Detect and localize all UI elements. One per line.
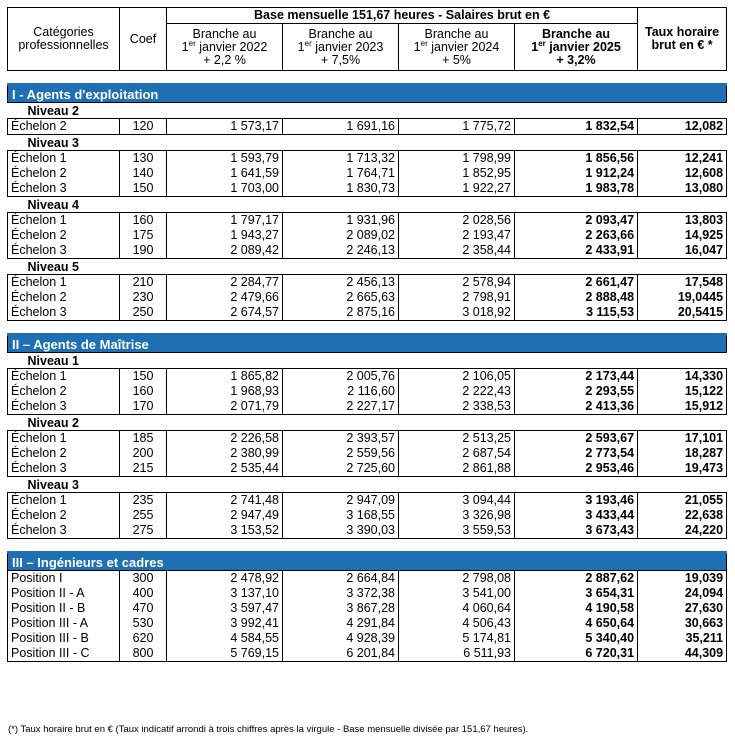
row-coef: 175 bbox=[120, 228, 167, 243]
table-row bbox=[8, 243, 727, 259]
salary-2024: 2 106,05 bbox=[399, 369, 515, 385]
table-row bbox=[8, 228, 727, 243]
salary-2024: 2 798,08 bbox=[399, 571, 515, 587]
salary-2022: 1 703,00 bbox=[167, 181, 283, 197]
salary-2024: 3 094,44 bbox=[399, 493, 515, 509]
table-row bbox=[8, 446, 727, 461]
hourly-rate: 12,608 bbox=[638, 166, 727, 181]
salary-2022: 1 641,59 bbox=[167, 166, 283, 181]
salary-2022: 1 593,79 bbox=[167, 151, 283, 167]
section-spacer bbox=[8, 321, 727, 335]
hourly-rate: 20,5415 bbox=[638, 305, 727, 321]
salary-2022: 3 992,41 bbox=[167, 616, 283, 631]
salary-2024: 1 922,27 bbox=[399, 181, 515, 197]
row-coef: 470 bbox=[120, 601, 167, 616]
row-coef: 150 bbox=[120, 369, 167, 385]
hourly-rate: 13,803 bbox=[638, 213, 727, 229]
salary-2024: 4 506,43 bbox=[399, 616, 515, 631]
salary-2025: 2 661,47 bbox=[515, 275, 638, 291]
level-title: Niveau 2 bbox=[8, 103, 727, 119]
salary-2025: 1 912,24 bbox=[515, 166, 638, 181]
row-coef: 190 bbox=[120, 243, 167, 259]
salary-2025: 1 832,54 bbox=[515, 119, 638, 135]
row-label: Échelon 2 bbox=[8, 166, 120, 181]
salary-2024: 6 511,93 bbox=[399, 646, 515, 662]
salary-2023: 3 390,03 bbox=[283, 523, 399, 539]
hourly-rate: 12,082 bbox=[638, 119, 727, 135]
salary-2025: 3 115,53 bbox=[515, 305, 638, 321]
row-label: Échelon 1 bbox=[8, 213, 120, 229]
salary-2023: 1 830,73 bbox=[283, 181, 399, 197]
row-coef: 800 bbox=[120, 646, 167, 662]
section-header bbox=[8, 85, 727, 103]
row-label: Échelon 2 bbox=[8, 508, 120, 523]
hourly-rate: 19,473 bbox=[638, 461, 727, 477]
salary-2022: 2 226,58 bbox=[167, 431, 283, 447]
salary-2022: 2 089,42 bbox=[167, 243, 283, 259]
hourly-rate: 24,220 bbox=[638, 523, 727, 539]
row-label: Échelon 1 bbox=[8, 431, 120, 447]
salary-2023: 2 456,13 bbox=[283, 275, 399, 291]
hourly-rate: 44,309 bbox=[638, 646, 727, 662]
section-header bbox=[8, 553, 727, 571]
salary-2023: 3 867,28 bbox=[283, 601, 399, 616]
salary-2025: 4 650,64 bbox=[515, 616, 638, 631]
table-row bbox=[8, 461, 727, 477]
hourly-rate: 35,211 bbox=[638, 631, 727, 646]
row-coef: 235 bbox=[120, 493, 167, 509]
salary-2022: 1 797,17 bbox=[167, 213, 283, 229]
salary-2022: 3 153,52 bbox=[167, 523, 283, 539]
salary-2023: 2 089,02 bbox=[283, 228, 399, 243]
section-spacer bbox=[8, 71, 727, 85]
level-title: Niveau 5 bbox=[8, 259, 727, 275]
hourly-rate: 21,055 bbox=[638, 493, 727, 509]
table-row bbox=[8, 601, 727, 616]
salary-2024: 2 861,88 bbox=[399, 461, 515, 477]
salary-2023: 1 931,96 bbox=[283, 213, 399, 229]
salary-2023: 2 005,76 bbox=[283, 369, 399, 385]
salary-2025: 2 433,91 bbox=[515, 243, 638, 259]
salary-2023: 2 227,17 bbox=[283, 399, 399, 415]
table-row bbox=[8, 399, 727, 415]
salary-2025: 2 173,44 bbox=[515, 369, 638, 385]
salary-2024: 1 775,72 bbox=[399, 119, 515, 135]
salary-2024: 2 798,91 bbox=[399, 290, 515, 305]
level-header bbox=[8, 415, 727, 431]
row-coef: 130 bbox=[120, 151, 167, 167]
table-row bbox=[8, 571, 727, 587]
salary-2025: 6 720,31 bbox=[515, 646, 638, 662]
salary-2023: 3 168,55 bbox=[283, 508, 399, 523]
salary-2023: 2 725,60 bbox=[283, 461, 399, 477]
salary-2024: 2 513,25 bbox=[399, 431, 515, 447]
salary-2022: 1 865,82 bbox=[167, 369, 283, 385]
table-row bbox=[8, 616, 727, 631]
salary-2022: 2 071,79 bbox=[167, 399, 283, 415]
row-label: Position III - C bbox=[8, 646, 120, 662]
row-coef: 210 bbox=[120, 275, 167, 291]
salary-2025: 2 887,62 bbox=[515, 571, 638, 587]
section-header bbox=[8, 335, 727, 353]
row-coef: 400 bbox=[120, 586, 167, 601]
salary-2022: 3 137,10 bbox=[167, 586, 283, 601]
salary-2025: 2 293,55 bbox=[515, 384, 638, 399]
salary-2024: 2 222,43 bbox=[399, 384, 515, 399]
salary-2024: 2 028,56 bbox=[399, 213, 515, 229]
section-spacer bbox=[8, 539, 727, 553]
level-title: Niveau 4 bbox=[8, 197, 727, 213]
salary-2024: 1 798,99 bbox=[399, 151, 515, 167]
salary-2022: 2 674,57 bbox=[167, 305, 283, 321]
header-branch-2025: Branche au 1er janvier 2025 + 3,2% bbox=[515, 24, 638, 71]
hourly-rate: 18,287 bbox=[638, 446, 727, 461]
hourly-rate: 30,663 bbox=[638, 616, 727, 631]
level-header bbox=[8, 135, 727, 151]
salary-2022: 1 968,93 bbox=[167, 384, 283, 399]
row-label: Échelon 1 bbox=[8, 493, 120, 509]
salary-2023: 4 928,39 bbox=[283, 631, 399, 646]
row-label: Position III - B bbox=[8, 631, 120, 646]
salary-2024: 2 687,54 bbox=[399, 446, 515, 461]
table-row bbox=[8, 213, 727, 229]
table-row bbox=[8, 508, 727, 523]
header-categories: Catégories professionnelles bbox=[8, 8, 120, 71]
salary-2022: 2 947,49 bbox=[167, 508, 283, 523]
level-header bbox=[8, 353, 727, 369]
row-label: Échelon 3 bbox=[8, 523, 120, 539]
salary-2023: 2 665,63 bbox=[283, 290, 399, 305]
table-row bbox=[8, 151, 727, 167]
row-label: Échelon 3 bbox=[8, 181, 120, 197]
salary-2024: 2 578,94 bbox=[399, 275, 515, 291]
salary-table bbox=[7, 7, 727, 662]
row-label: Échelon 1 bbox=[8, 369, 120, 385]
row-coef: 185 bbox=[120, 431, 167, 447]
hourly-rate: 24,094 bbox=[638, 586, 727, 601]
salary-2022: 2 284,77 bbox=[167, 275, 283, 291]
row-coef: 160 bbox=[120, 384, 167, 399]
table-row bbox=[8, 290, 727, 305]
salary-2022: 2 741,48 bbox=[167, 493, 283, 509]
level-title: Niveau 2 bbox=[8, 415, 727, 431]
salary-2025: 1 983,78 bbox=[515, 181, 638, 197]
table-row bbox=[8, 384, 727, 399]
hourly-rate: 15,122 bbox=[638, 384, 727, 399]
salary-2023: 2 875,16 bbox=[283, 305, 399, 321]
row-coef: 150 bbox=[120, 181, 167, 197]
row-label: Échelon 1 bbox=[8, 151, 120, 167]
table-row bbox=[8, 166, 727, 181]
level-title: Niveau 3 bbox=[8, 135, 727, 151]
row-coef: 200 bbox=[120, 446, 167, 461]
row-coef: 160 bbox=[120, 213, 167, 229]
table-row bbox=[8, 646, 727, 662]
row-label: Échelon 2 bbox=[8, 119, 120, 135]
salary-2022: 1 943,27 bbox=[167, 228, 283, 243]
row-label: Échelon 2 bbox=[8, 228, 120, 243]
hourly-rate: 19,039 bbox=[638, 571, 727, 587]
hourly-rate: 19,0445 bbox=[638, 290, 727, 305]
table-row bbox=[8, 369, 727, 385]
salary-2022: 2 380,99 bbox=[167, 446, 283, 461]
row-coef: 300 bbox=[120, 571, 167, 587]
salary-2025: 2 593,67 bbox=[515, 431, 638, 447]
salary-2025: 3 433,44 bbox=[515, 508, 638, 523]
salary-2025: 3 673,43 bbox=[515, 523, 638, 539]
row-coef: 620 bbox=[120, 631, 167, 646]
hourly-rate: 27,630 bbox=[638, 601, 727, 616]
salary-2023: 2 664,84 bbox=[283, 571, 399, 587]
salary-2025: 2 413,36 bbox=[515, 399, 638, 415]
salary-2024: 3 559,53 bbox=[399, 523, 515, 539]
salary-2023: 4 291,84 bbox=[283, 616, 399, 631]
level-header bbox=[8, 103, 727, 119]
salary-2024: 4 060,64 bbox=[399, 601, 515, 616]
salary-2024: 3 326,98 bbox=[399, 508, 515, 523]
salary-2022: 4 584,55 bbox=[167, 631, 283, 646]
table-header bbox=[8, 8, 727, 71]
salary-2023: 6 201,84 bbox=[283, 646, 399, 662]
table-row bbox=[8, 181, 727, 197]
salary-2023: 3 372,38 bbox=[283, 586, 399, 601]
salary-2024: 2 358,44 bbox=[399, 243, 515, 259]
row-coef: 170 bbox=[120, 399, 167, 415]
row-coef: 530 bbox=[120, 616, 167, 631]
hourly-rate: 17,548 bbox=[638, 275, 727, 291]
hourly-rate: 15,912 bbox=[638, 399, 727, 415]
header-branch-2024: Branche au 1er janvier 2024 + 5% bbox=[399, 24, 515, 71]
row-label: Échelon 2 bbox=[8, 384, 120, 399]
level-title: Niveau 1 bbox=[8, 353, 727, 369]
row-label: Position I bbox=[8, 571, 120, 587]
table-row bbox=[8, 586, 727, 601]
row-label: Position III - A bbox=[8, 616, 120, 631]
table-row bbox=[8, 431, 727, 447]
hourly-rate: 16,047 bbox=[638, 243, 727, 259]
row-label: Échelon 3 bbox=[8, 399, 120, 415]
salary-2022: 3 597,47 bbox=[167, 601, 283, 616]
row-coef: 250 bbox=[120, 305, 167, 321]
salary-2022: 5 769,15 bbox=[167, 646, 283, 662]
table-row bbox=[8, 275, 727, 291]
salary-2023: 2 947,09 bbox=[283, 493, 399, 509]
salary-2022: 2 535,44 bbox=[167, 461, 283, 477]
row-label: Échelon 2 bbox=[8, 446, 120, 461]
section-title: III – Ingénieurs et cadres bbox=[8, 553, 727, 571]
header-branch-2023: Branche au 1er janvier 2023 + 7,5% bbox=[283, 24, 399, 71]
hourly-rate: 12,241 bbox=[638, 151, 727, 167]
table-row bbox=[8, 305, 727, 321]
salary-2025: 2 263,66 bbox=[515, 228, 638, 243]
table-row bbox=[8, 493, 727, 509]
salary-2023: 1 713,32 bbox=[283, 151, 399, 167]
table-row bbox=[8, 631, 727, 646]
salary-2022: 2 478,92 bbox=[167, 571, 283, 587]
row-label: Échelon 3 bbox=[8, 243, 120, 259]
spacer-cell bbox=[8, 71, 727, 85]
salary-2023: 1 764,71 bbox=[283, 166, 399, 181]
row-label: Échelon 3 bbox=[8, 305, 120, 321]
salary-2025: 2 093,47 bbox=[515, 213, 638, 229]
salary-2023: 2 559,56 bbox=[283, 446, 399, 461]
salary-2023: 2 246,13 bbox=[283, 243, 399, 259]
salary-2024: 5 174,81 bbox=[399, 631, 515, 646]
hourly-rate: 17,101 bbox=[638, 431, 727, 447]
row-label: Échelon 1 bbox=[8, 275, 120, 291]
footnote: (*) Taux horaire brut en € (Taux indicatif arrondi à trois chiffres après la virgule - Base mensuelle divisée par 151,67 heures). bbox=[8, 724, 529, 735]
header-hourly-rate: Taux horaire brut en € * bbox=[638, 8, 727, 71]
table-row bbox=[8, 523, 727, 539]
salary-2025: 5 340,40 bbox=[515, 631, 638, 646]
salary-2025: 2 953,46 bbox=[515, 461, 638, 477]
row-label: Position II - A bbox=[8, 586, 120, 601]
salary-2025: 3 193,46 bbox=[515, 493, 638, 509]
salary-2024: 2 193,47 bbox=[399, 228, 515, 243]
salary-2023: 2 393,57 bbox=[283, 431, 399, 447]
row-coef: 255 bbox=[120, 508, 167, 523]
salary-grid bbox=[7, 7, 726, 662]
hourly-rate: 22,638 bbox=[638, 508, 727, 523]
hourly-rate: 14,330 bbox=[638, 369, 727, 385]
level-header bbox=[8, 197, 727, 213]
salary-2022: 1 573,17 bbox=[167, 119, 283, 135]
row-label: Échelon 3 bbox=[8, 461, 120, 477]
table-body bbox=[8, 71, 727, 662]
header-base-title: Base mensuelle 151,67 heures - Salaires brut en € bbox=[167, 8, 638, 24]
row-label: Position II - B bbox=[8, 601, 120, 616]
salary-2024: 3 018,92 bbox=[399, 305, 515, 321]
row-coef: 275 bbox=[120, 523, 167, 539]
hourly-rate: 13,080 bbox=[638, 181, 727, 197]
section-title: II – Agents de Maîtrise bbox=[8, 335, 727, 353]
salary-2024: 3 541,00 bbox=[399, 586, 515, 601]
row-label: Échelon 2 bbox=[8, 290, 120, 305]
salary-2025: 3 654,31 bbox=[515, 586, 638, 601]
salary-2022: 2 479,66 bbox=[167, 290, 283, 305]
level-header bbox=[8, 477, 727, 493]
header-branch-2022: Branche au 1er janvier 2022 + 2,2 % bbox=[167, 24, 283, 71]
section-title: I - Agents d'exploitation bbox=[8, 85, 727, 103]
salary-2025: 1 856,56 bbox=[515, 151, 638, 167]
row-coef: 140 bbox=[120, 166, 167, 181]
spacer-cell bbox=[8, 321, 727, 335]
salary-2024: 2 338,53 bbox=[399, 399, 515, 415]
hourly-rate: 14,925 bbox=[638, 228, 727, 243]
level-header bbox=[8, 259, 727, 275]
salary-2025: 4 190,58 bbox=[515, 601, 638, 616]
salary-2025: 2 888,48 bbox=[515, 290, 638, 305]
table-row bbox=[8, 119, 727, 135]
row-coef: 230 bbox=[120, 290, 167, 305]
salary-2024: 1 852,95 bbox=[399, 166, 515, 181]
salary-2023: 1 691,16 bbox=[283, 119, 399, 135]
row-coef: 215 bbox=[120, 461, 167, 477]
header-coef: Coef bbox=[120, 8, 167, 71]
salary-2025: 2 773,54 bbox=[515, 446, 638, 461]
level-title: Niveau 3 bbox=[8, 477, 727, 493]
salary-2023: 2 116,60 bbox=[283, 384, 399, 399]
row-coef: 120 bbox=[120, 119, 167, 135]
spacer-cell bbox=[8, 539, 727, 553]
